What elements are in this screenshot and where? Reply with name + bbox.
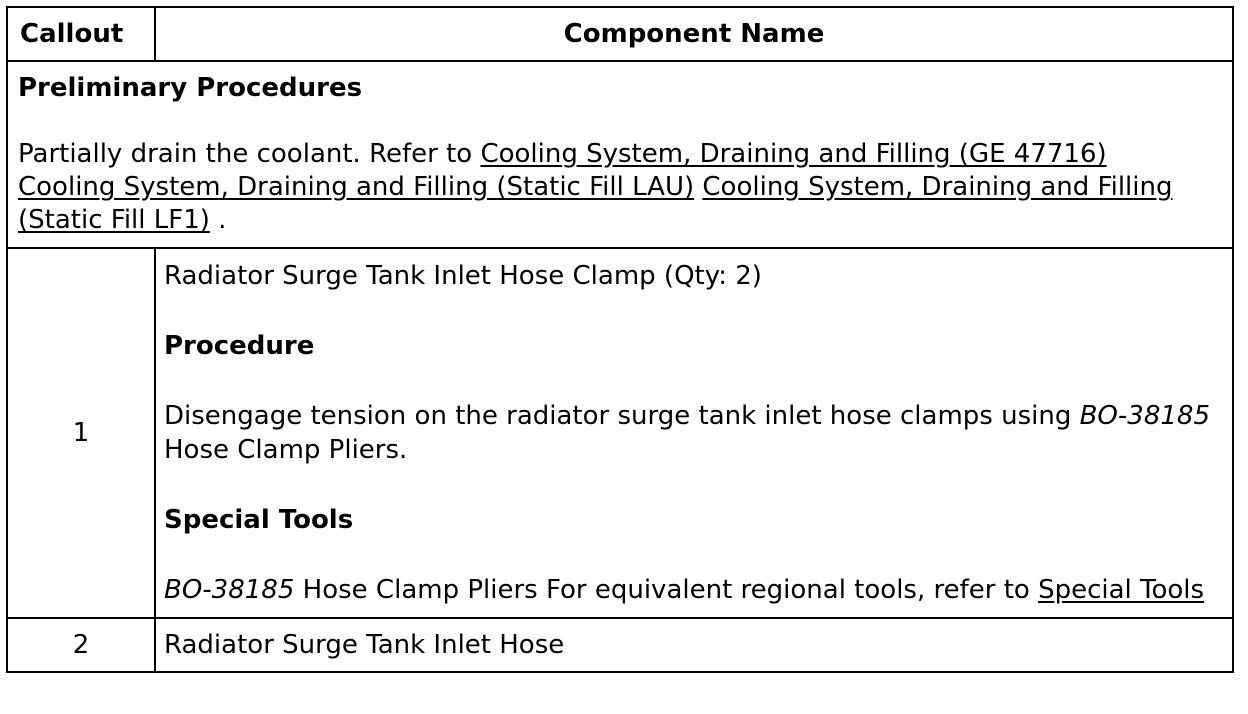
preliminary-text-before: Partially drain the coolant. Refer to bbox=[18, 139, 481, 169]
component-cell bbox=[155, 248, 1233, 618]
component-name-header: Component Name bbox=[155, 7, 1233, 61]
preliminary-title: Preliminary Procedures bbox=[18, 73, 363, 103]
special-tool-number: BO-38185 bbox=[164, 575, 295, 605]
link-special-tools[interactable]: Special Tools bbox=[1038, 575, 1205, 605]
component-name: Radiator Surge Tank Inlet Hose Clamp (Qty: 2) bbox=[164, 261, 762, 291]
procedure-tool-number: BO-38185 bbox=[1079, 401, 1210, 431]
link-cooling-static-lau[interactable]: Cooling System, Draining and Filling (Static Fill LAU) bbox=[18, 172, 695, 202]
table-row bbox=[7, 248, 1233, 618]
link-cooling-static-lf1[interactable]: Cooling System, Draining and Filling (Static Fill LF1) bbox=[18, 172, 1173, 235]
preliminary-text-after: . bbox=[209, 205, 227, 235]
callout-header: Callout bbox=[7, 7, 155, 61]
procedure-title: Procedure bbox=[164, 331, 315, 361]
procedure-text bbox=[164, 399, 1224, 467]
special-tools-description: Hose Clamp Pliers For equivalent regional tools, refer to bbox=[294, 575, 1039, 605]
preliminary-text bbox=[18, 138, 1222, 237]
procedure-text-after: Hose Clamp Pliers. bbox=[164, 435, 408, 465]
table-header-row bbox=[7, 7, 1233, 61]
procedure-text-before: Disengage tension on the radiator surge tank inlet hose clamps using bbox=[164, 401, 1080, 431]
callout-number: 1 bbox=[7, 248, 155, 618]
special-tools-text bbox=[164, 573, 1224, 607]
table-row bbox=[7, 618, 1233, 672]
preliminary-cell bbox=[7, 61, 1233, 248]
components-table bbox=[6, 6, 1234, 673]
preliminary-row bbox=[7, 61, 1233, 248]
link-cooling-ge47716[interactable]: Cooling System, Draining and Filling (GE 47716) bbox=[480, 139, 1107, 169]
special-tools-title: Special Tools bbox=[164, 505, 354, 535]
component-name: Radiator Surge Tank Inlet Hose bbox=[155, 618, 1233, 672]
callout-number: 2 bbox=[7, 618, 155, 672]
